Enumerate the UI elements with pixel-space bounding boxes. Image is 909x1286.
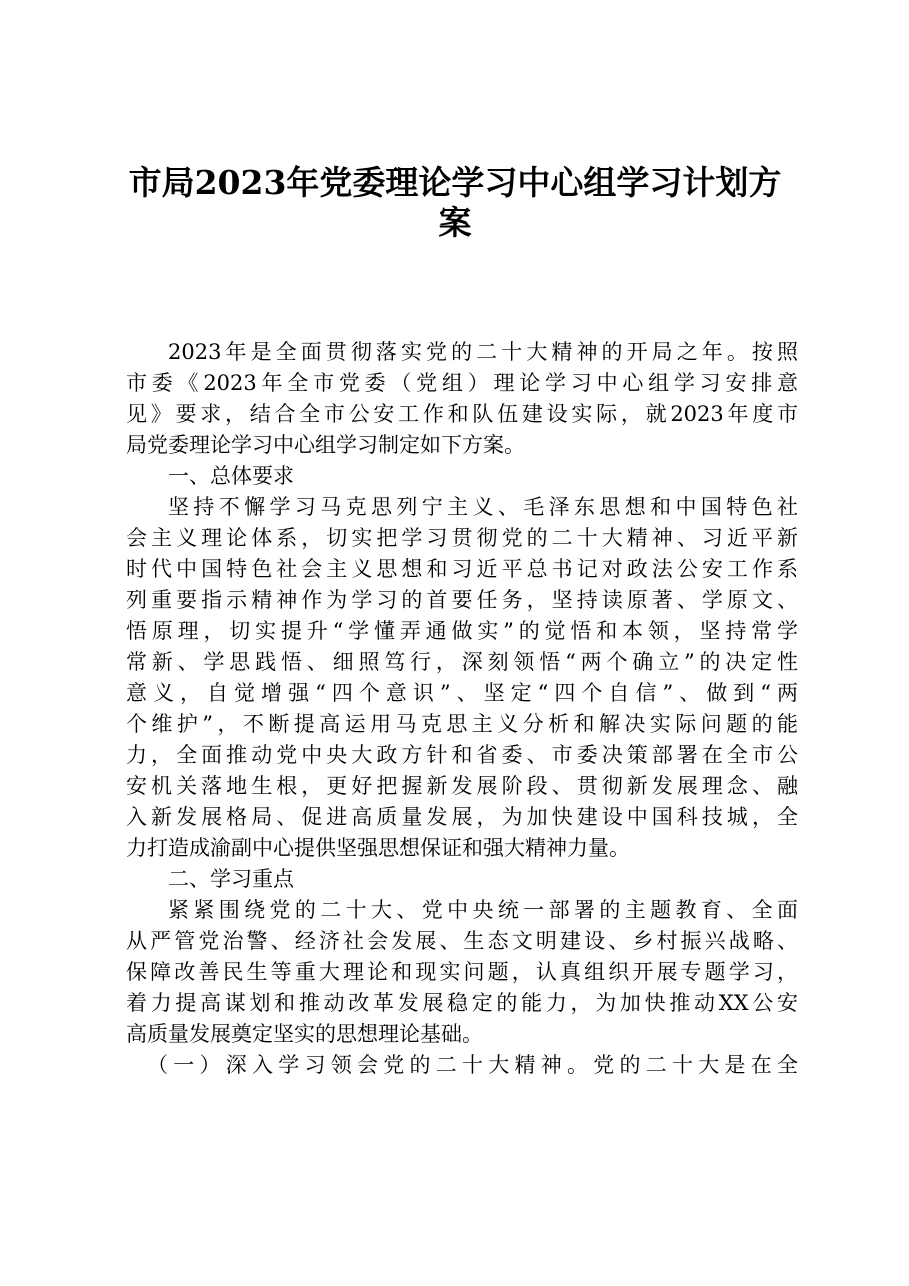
section-heading-general-requirements: 一、总体要求: [168, 464, 294, 488]
body-line: 常新、学思践悟、细照笃行，深刻领悟“两个确立”的决定性: [126, 650, 798, 674]
body-line: 安机关落地生根，更好把握新发展阶段、贯彻新发展理念、融: [126, 774, 798, 798]
body-line: 力，全面推动党中央大政方针和省委、市委决策部署在全市公: [126, 743, 798, 767]
body-line: 时代中国特色社会主义思想和习近平总书记对政法公安工作系: [126, 557, 798, 581]
body-line: 见》要求，结合全市公安工作和队伍建设实际，就2023年度市: [126, 402, 798, 426]
body-line: 个维护”，不断提高运用马克思主义分析和解决实际问题的能: [126, 712, 798, 736]
document-title-line-2: 案: [438, 203, 472, 242]
body-line: 2023年是全面贯彻落实党的二十大精神的开局之年。按照: [168, 340, 798, 364]
body-line: 列重要指示精神作为学习的首要任务，坚持读原著、学原文、: [126, 588, 798, 612]
body-line: 着力提高谋划和推动改革发展稳定的能力，为加快推动XX公安: [126, 991, 798, 1015]
body-line: 紧紧围绕党的二十大、党中央统一部署的主题教育、全面: [168, 898, 798, 922]
document-title-line-1: 市局2023年党委理论学习中心组学习计划方: [128, 163, 782, 202]
subsection-line: （一）深入学习领会党的二十大精神。党的二十大是在全: [147, 1053, 798, 1077]
body-line: 市委《2023年全市党委（党组）理论学习中心组学习安排意: [126, 371, 798, 395]
body-line: 悟原理，切实提升“学懂弄通做实”的觉悟和本领，坚持常学: [126, 619, 798, 643]
body-line: 意义，自觉增强“四个意识”、坚定“四个自信”、做到“两: [126, 681, 798, 705]
body-line: 会主义理论体系，切实把学习贯彻党的二十大精神、习近平新: [126, 526, 798, 550]
document-body: [126, 337, 798, 1081]
body-line: 力打造成渝副中心提供坚强思想保证和强大精神力量。: [126, 836, 630, 860]
body-line: 保障改善民生等重大理论和现实问题，认真组织开展专题学习，: [126, 960, 798, 984]
body-line: 局党委理论学习中心组学习制定如下方案。: [126, 433, 525, 457]
body-line: 从严管党治警、经济社会发展、生态文明建设、乡村振兴战略、: [126, 929, 798, 953]
body-line: 坚持不懈学习马克思列宁主义、毛泽东思想和中国特色社: [168, 495, 798, 519]
body-line: 入新发展格局、促进高质量发展，为加快建设中国科技城，全: [126, 805, 798, 829]
section-heading-study-focus: 二、学习重点: [168, 867, 294, 891]
body-line: 高质量发展奠定坚实的思想理论基础。: [126, 1022, 483, 1046]
